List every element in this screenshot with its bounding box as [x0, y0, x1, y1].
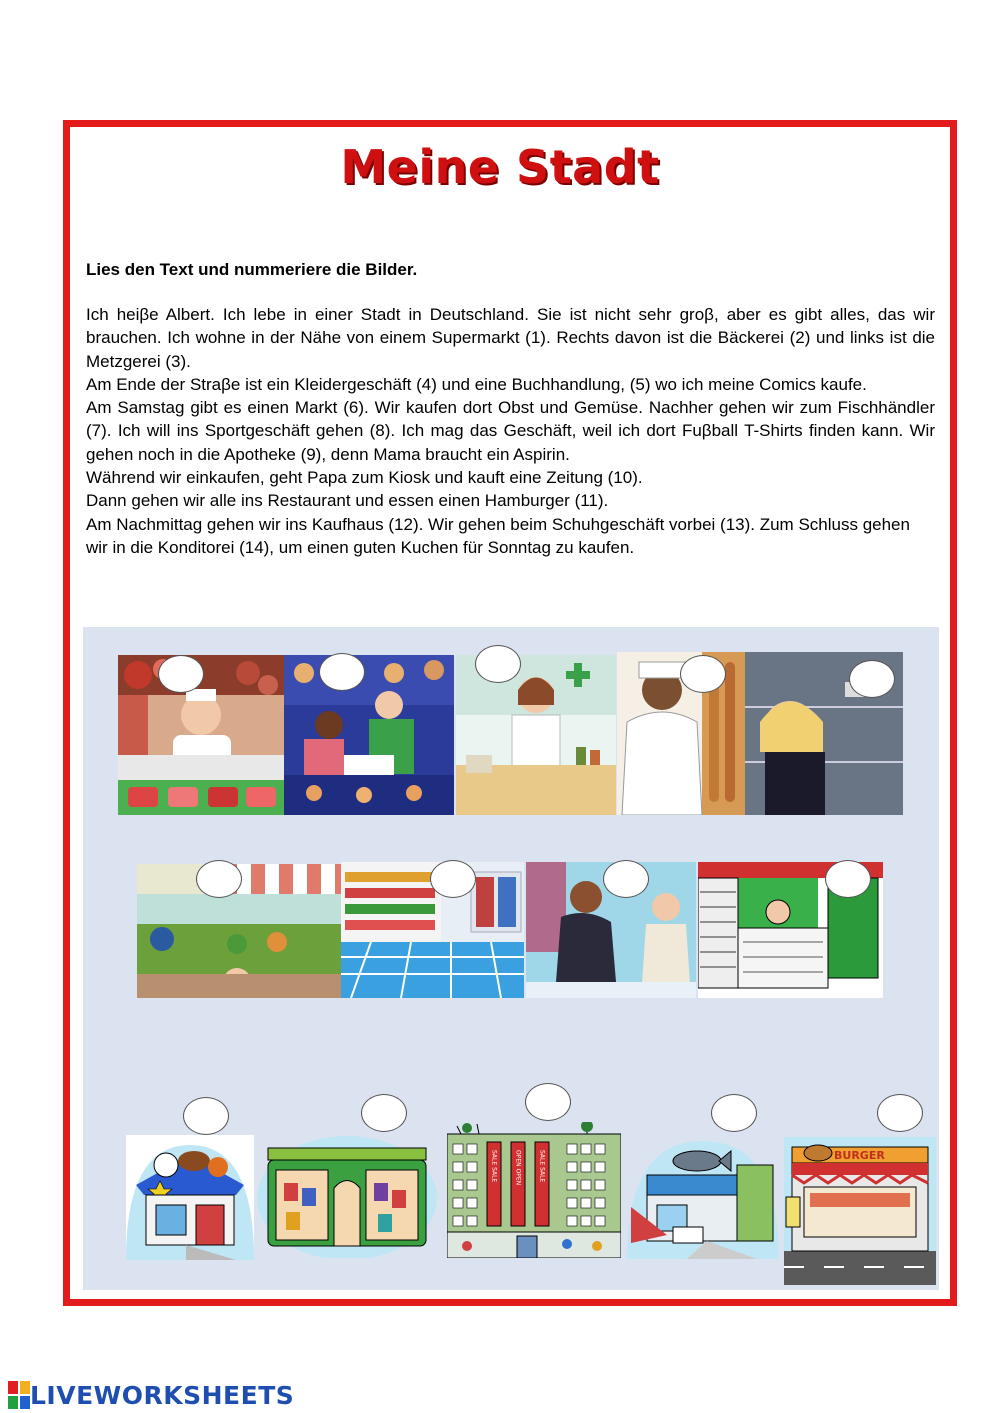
answer-bubble[interactable]: [877, 1094, 923, 1132]
sports-shop-picture: [126, 1135, 254, 1260]
instruction-text: Lies den Text und nummeriere die Bilder.: [86, 260, 418, 279]
story-paragraph: Am Nachmittag gehen wir ins Kaufhaus (12). Wir gehen beim Schuhgeschäft vorbei (13). Zum Schluss gehen wir in die Konditorei (14), um einen guten Kuchen für Sonntag zu kaufen.: [86, 514, 910, 557]
answer-bubble[interactable]: [825, 860, 871, 898]
story-paragraph: Dann gehen wir alle ins Restaurant und essen einen Hamburger (11).: [86, 491, 609, 511]
department-store-picture: [447, 1122, 621, 1258]
answer-bubble[interactable]: [603, 860, 649, 898]
answer-bubble[interactable]: [183, 1097, 229, 1135]
open-sign: OPEN OPEN: [514, 1150, 522, 1186]
story-paragraph: Am Samstag gibt es einen Markt (6). Wir kaufen dort Obst und Gemüse. Nachher gehen wir zum Fischhändler (7). Ich will ins Sportgeschäft gehen (8). Ich mag das Geschäft, weil ich dort Fuβball T-Shirts finden kann. Wir gehen noch in die Apotheke (9), denn Mama braucht ein Aspirin.: [86, 398, 935, 464]
answer-bubble[interactable]: [525, 1083, 571, 1121]
story-paragraph: Während wir einkaufen, geht Papa zum Kiosk und kauft eine Zeitung (10).: [86, 468, 643, 488]
answer-bubble[interactable]: [680, 655, 726, 693]
answer-bubble[interactable]: [361, 1094, 407, 1132]
sale-sign-left: SALE SALE: [490, 1150, 498, 1183]
answer-bubble[interactable]: [475, 645, 521, 683]
story-paragraph: Ich heiβe Albert. Ich lebe in einer Stadt in Deutschland. Sie ist nicht sehr groβ, aber es gibt alles, das wir brauchen. Ich wohne in der Nähe von einem Supermarkt (1). Rechts davon ist die Bäckerei (2) und links ist die Metzgerei (3).: [86, 305, 935, 371]
page-title: Meine Stadt: [340, 140, 660, 194]
liveworksheets-logo[interactable]: [8, 1380, 294, 1410]
answer-bubble[interactable]: [158, 655, 204, 693]
answer-bubble[interactable]: [196, 860, 242, 898]
fish-shop-picture: [627, 1135, 779, 1259]
logo-text: LIVEWORKSHEETS: [30, 1380, 295, 1410]
logo-mark-icon: [8, 1381, 30, 1409]
answer-bubble[interactable]: [319, 653, 365, 691]
pharmacy-picture: [456, 655, 616, 815]
sale-sign-right: SALE SALE: [538, 1150, 546, 1183]
bookshop-picture: [256, 1128, 438, 1258]
story-text: [86, 303, 935, 559]
answer-bubble[interactable]: [849, 660, 895, 698]
answer-bubble[interactable]: [430, 860, 476, 898]
answer-bubble[interactable]: [711, 1094, 757, 1132]
bakery-picture: [284, 655, 454, 815]
burger-restaurant-picture: [784, 1137, 936, 1285]
story-paragraph: Am Ende der Straβe ist ein Kleidergeschäft (4) und eine Buchhandlung, (5) wo ich meine Comics kaufe.: [86, 374, 867, 394]
burger-sign: BURGER: [834, 1149, 885, 1162]
